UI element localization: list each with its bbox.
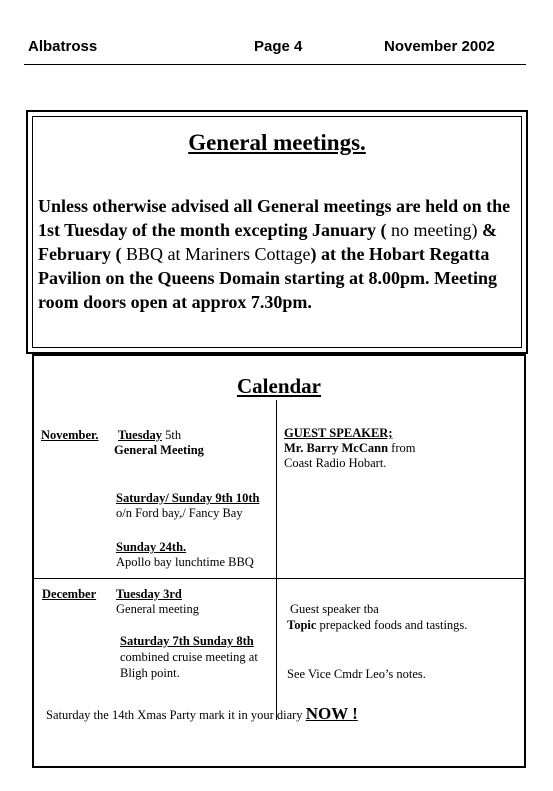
nov-event-1-desc: General Meeting [114,443,204,457]
calendar-title: Calendar [237,374,321,398]
nov-guest-name: Mr. Barry McCann [284,441,392,455]
dec-event-2-date: Saturday 7th Sunday 8th [120,634,254,648]
dec-topic-text: prepacked foods and tastings. [316,618,468,632]
nov-event-1-date [118,428,181,443]
xmas-party-text: Saturday the 14th Xmas Party mark it in your diary [46,708,306,722]
header-page-number: Page 4 [254,38,303,55]
general-meetings-text-5: ) at the Hobart Regatta Pavilion on the Queens Domain starting at 8.00pm. Meeting room doors open at approx 7.30pm. [38,244,497,312]
nov-event-2-date: Saturday/ Sunday 9th 10th [116,491,260,505]
calendar-column-divider [276,400,277,720]
month-november: November. [41,428,99,442]
general-meetings-box [26,110,528,354]
general-meetings-text-1: Unless otherwise advised all General meetings are held on the 1st Tuesday of the month excepting January ( [38,196,511,240]
nov-guest-from: from [391,441,416,455]
nov-guest-heading: GUEST SPEAKER; [284,426,393,440]
dec-event-2-desc-1: combined cruise meeting at [120,650,258,664]
nov-event-3-date: Sunday 24th. [116,540,187,554]
header-rule [24,64,526,65]
header-issue-date: November 2002 [384,38,495,55]
calendar-box [32,354,526,768]
general-meetings-text-2: no meeting) [386,220,478,240]
calendar-month-divider [34,578,524,579]
general-meetings-text-3: & February ( [38,220,498,264]
month-december: December [42,587,97,601]
general-meetings-text-4: BBQ at Mariners Cottage [121,244,311,264]
dec-event-1-date: Tuesday 3rd [116,587,182,601]
nov-event-1-daynum: 5th [162,428,182,442]
nov-event-3-desc: Apollo bay lunchtime BBQ [116,555,254,569]
nov-event-2-desc: o/n Ford bay,/ Fancy Bay [116,506,243,520]
nov-guest-line [284,441,415,456]
xmas-party-note [46,704,358,725]
header-newsletter-name: Albatross [28,38,98,55]
general-meetings-text [38,194,518,314]
dec-event-1-desc: General meeting [116,602,199,616]
dec-notes: See Vice Cmdr Leo’s notes. [287,667,426,681]
dec-topic-label: Topic [287,618,317,632]
dec-guest-speaker: Guest speaker tba [290,602,379,616]
nov-event-1-day: Tuesday [118,428,163,442]
dec-topic [287,618,467,633]
nov-guest-org: Coast Radio Hobart. [284,456,387,470]
dec-event-2-desc-2: Bligh point. [120,666,180,680]
general-meetings-title: General meetings. [188,130,366,155]
xmas-now-emphasis: NOW ! [305,704,358,723]
